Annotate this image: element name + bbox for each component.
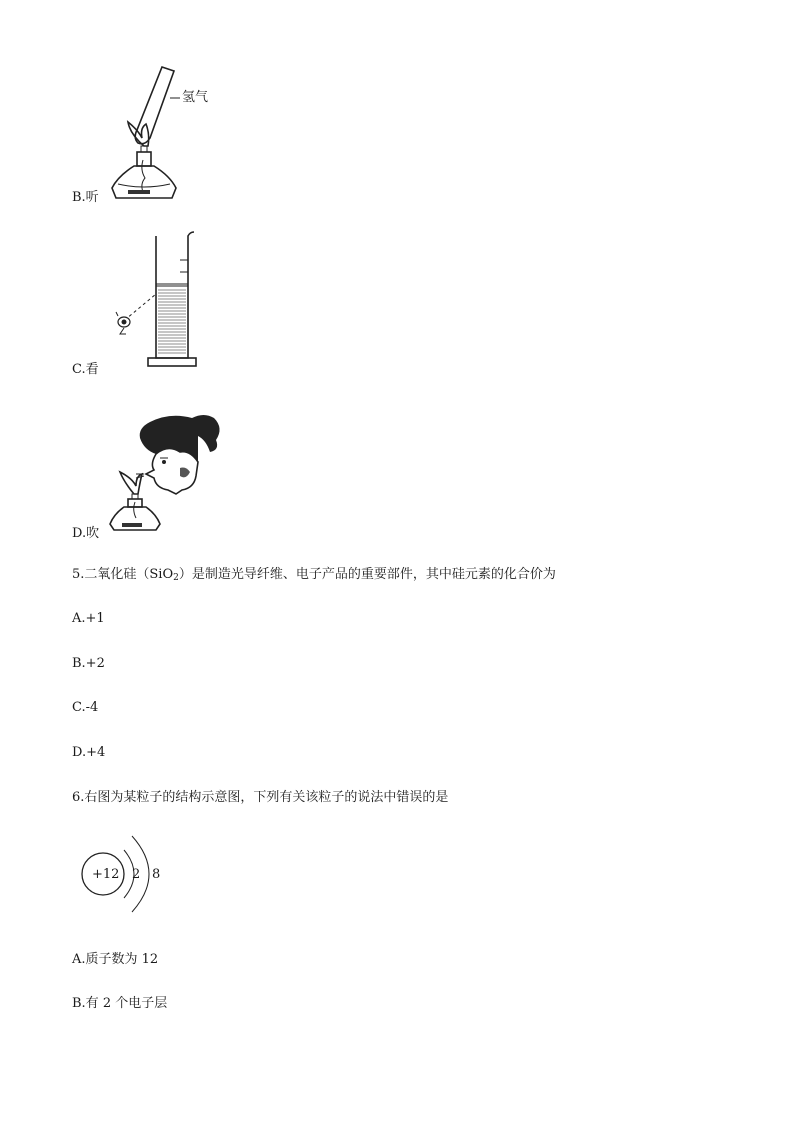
q5-option-d: D.+4 [72, 745, 106, 760]
hydrogen-label: 氢气 [182, 90, 209, 105]
nucleus-charge: +12 [92, 867, 120, 882]
question-5-stem [72, 567, 556, 586]
q5-option-c: C.-4 [72, 700, 99, 715]
hydrogen-test-figure [110, 60, 230, 200]
option-c-label: C.看 [72, 362, 99, 377]
q5-option-a: A.+1 [72, 611, 105, 626]
q5-stem-part1: 5.二氧化硅（SiO [72, 567, 174, 582]
q6-option-b: B.有 2 个电子层 [72, 996, 168, 1011]
shell-1-electrons: 2 [132, 867, 141, 882]
graduated-cylinder-figure [110, 230, 210, 370]
q5-formula-subscript: 2 [173, 573, 179, 583]
cylinder [148, 232, 196, 366]
question-6-stem: 6.右图为某粒子的结构示意图，下列有关该粒子的说法中错误的是 [72, 790, 449, 805]
option-d-label: D.吹 [72, 526, 100, 541]
q6-option-a: A.质子数为 12 [72, 952, 159, 967]
atomic-structure-diagram [70, 826, 180, 926]
q5-option-b: B.+2 [72, 656, 105, 671]
girl-hair [140, 415, 220, 462]
shell-2-electrons: 8 [152, 867, 161, 882]
eye-icon [116, 312, 130, 334]
q5-stem-part2: ）是制造光导纤维、电子产品的重要部件，其中硅元素的化合价为 [178, 567, 556, 582]
blow-out-lamp-figure [110, 410, 230, 530]
girl-face [146, 448, 198, 494]
option-b-label: B.听 [72, 190, 99, 205]
